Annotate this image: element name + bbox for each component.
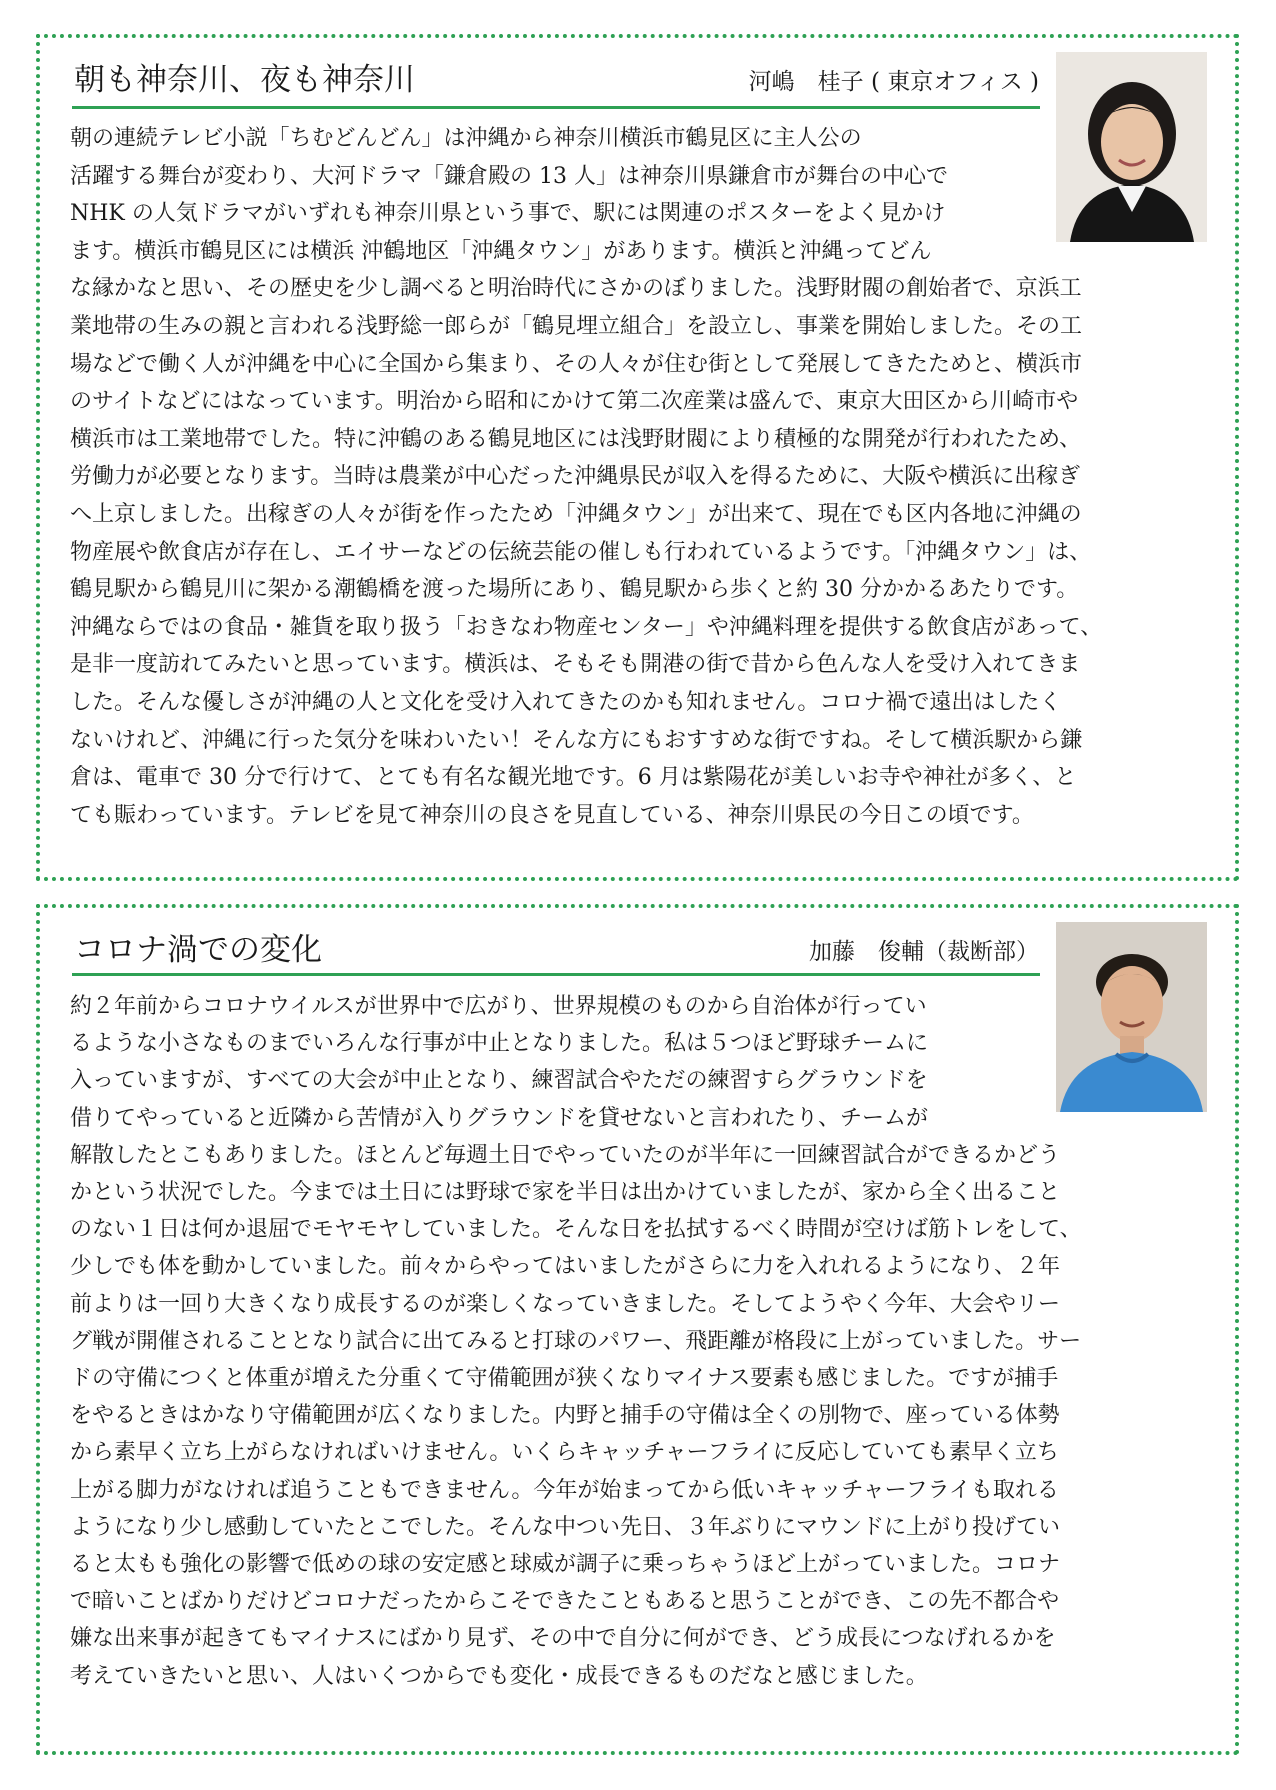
body-line: のサイトなどにはなっています。明治から昭和にかけて第二次産業は盛んで、東京大田区から川崎市や xyxy=(70,389,1079,415)
body-line: 嫌な出来事が起きてもマイナスにばかり見ず、その中で自分に何ができ、どう成長につなげれるかを xyxy=(70,1626,1056,1652)
body-line: 労働力が必要となります。当時は農業が中心だった沖縄県民が収入を得るために、大阪や横浜に出稼ぎ xyxy=(70,464,1081,490)
article-body xyxy=(70,120,1218,834)
body-line: をやるときはかなり守備範囲が広くなりました。内野と捕手の守備は全くの別物で、座っている体勢 xyxy=(70,1403,1060,1429)
body-line: 横浜市は工業地帯でした。特に沖鶴のある鶴見地区には浅野財閥により積極的な開発が行われたため、 xyxy=(70,426,1082,452)
body-line: ると太もも強化の影響で低めの球の安定感と球威が調子に乗っちゃうほど上がっていました。コロナ xyxy=(70,1552,1061,1578)
body-line: 借りてやっていると近隣から苦情が入りグラウンドを貸せないと言われたり、チームが xyxy=(70,1105,929,1131)
article-title: コロナ渦での変化 xyxy=(74,932,322,968)
body-line: のない１日は何か退屈でモヤモヤしていました。そんな日を払拭するべく時間が空けば筋トレをして、 xyxy=(70,1217,1082,1243)
title-underline xyxy=(72,106,1040,109)
body-line: 沖縄ならではの食品・雑貨を取り扱う「おきなわ物産センター」や沖縄料理を提供する飲食店があって、 xyxy=(70,614,1103,640)
body-line: 入っていますが、すべての大会が中止となり、練習試合やただの練習すらグラウンドを xyxy=(70,1068,928,1094)
article-title: 朝も神奈川、夜も神奈川 xyxy=(74,62,415,98)
body-line: ドの守備につくと体重が増えた分重くて守備範囲が狭くなりマイナス要素も感じました。ですが捕手 xyxy=(70,1366,1059,1392)
body-line: 業地帯の生みの親と言われる浅野総一郎らが「鶴見埋立組合」を設立し、事業を開始しました。その工 xyxy=(70,313,1083,339)
body-line: 約２年前からコロナウイルスが世界中で広がり、世界規模のものから自治体が行ってい xyxy=(70,994,927,1019)
body-line: から素早く立ち上がらなければいけません。いくらキャッチャーフライに反応していても素早く立ち xyxy=(70,1440,1059,1466)
body-line: 鶴見駅から鶴見川に架かる潮鶴橋を渡った場所にあり、鶴見駅から歩くと約 30 分かかるあたりです。 xyxy=(70,577,1079,603)
body-line: るような小さなものまでいろんな行事が中止となりました。私は５つほど野球チームに xyxy=(70,1031,929,1057)
title-underline xyxy=(72,973,1040,976)
article-box-2 xyxy=(36,904,1239,1755)
body-line: かという状況でした。今までは土日には野球で家を半日は出かけていましたが、家から全く出ること xyxy=(70,1180,1061,1206)
body-line: ます。横浜市鶴見区には横浜 沖鶴地区「沖縄タウン」があります。横浜と沖縄ってどん xyxy=(70,238,932,264)
body-line: 物産展や飲食店が存在し、エイサーなどの伝統芸能の催しも行われているようです。「沖縄タウン」は、 xyxy=(70,539,1092,565)
body-line: 前よりは一回り大きくなり成長するのが楽しくなっていきました。そしてようやく今年、大会やリー xyxy=(70,1291,1061,1317)
body-line: 活躍する舞台が変わり、大河ドラマ「鎌倉殿の 13 人」は神奈川県鎌倉市が舞台の中心で xyxy=(70,163,948,189)
body-line: グ戦が開催されることとなり試合に出てみると打球のパワー、飛距離が格段に上がっていました。サー xyxy=(70,1328,1082,1354)
body-line: 解散したとこもありました。ほとんど毎週土日でやっていたのが半年に一回練習試合ができるかどう xyxy=(70,1142,1061,1168)
body-line: 上がる脚力がなければ追うこともできません。今年が始まってから低いキャッチャーフライも取れる xyxy=(70,1477,1059,1503)
body-line: した。そんな優しさが沖縄の人と文化を受け入れてきたのかも知れません。コロナ禍で遠出はしたく xyxy=(70,689,1062,715)
body-line: NHK の人気ドラマがいずれも神奈川県という事で、駅には関連のポスターをよく見かけ xyxy=(70,201,946,227)
body-line: 是非一度訪れてみたいと思っています。横浜は、そもそも開港の街で昔から色んな人を受け入れてきま xyxy=(70,652,1081,678)
body-line: 朝の連続テレビ小説「ちむどんどん」は沖縄から神奈川横浜市鶴見区に主人公の xyxy=(70,126,862,151)
body-line: ようになり少し感動していたとこでした。そんな中つい先日、３年ぶりにマウンドに上がり投げてい xyxy=(70,1514,1061,1540)
body-line: な縁かなと思い、その歴史を少し調べると明治時代にさかのぼりました。浅野財閥の創始者で、京浜工 xyxy=(70,276,1082,302)
body-line: へ上京しました。出稼ぎの人々が街を作ったため「沖縄タウン」が出来て、現在でも区内各地に沖縄の xyxy=(70,501,1082,527)
article-box-1 xyxy=(36,34,1239,881)
body-line: 場などで働く人が沖縄を中心に全国から集まり、その人々が住む街として発展してきたためと、横浜市 xyxy=(70,351,1083,377)
body-line: ても賑わっています。テレビを見て神奈川の良さを見直している、神奈川県民の今日この頃です。 xyxy=(70,802,1034,828)
article-author: 河嶋 桂子 ( 東京オフィス ) xyxy=(748,69,1039,95)
article-body xyxy=(70,988,1218,1695)
body-line: ないけれど、沖縄に行った気分を味わいたい！そんな方にもおすすめな街ですね。そして横浜駅から鎌 xyxy=(70,727,1083,753)
body-line: 考えていきたいと思い、人はいくつからでも変化・成長できるものだなと感じました。 xyxy=(70,1663,928,1689)
body-line: 倉は、電車で 30 分で行けて、とても有名な観光地です。6 月は紫陽花が美しいお寺や神社が多く、と xyxy=(70,765,1077,791)
body-line: 少しでも体を動かしていました。前々からやってはいましたがさらに力を入れれるようになり、２年 xyxy=(70,1254,1061,1280)
article-author: 加藤 俊輔（裁断部） xyxy=(809,939,1039,965)
body-line: で暗いことばかりだけどコロナだったからこそできたこともあると思うことができ、この先不都合や xyxy=(70,1589,1060,1615)
